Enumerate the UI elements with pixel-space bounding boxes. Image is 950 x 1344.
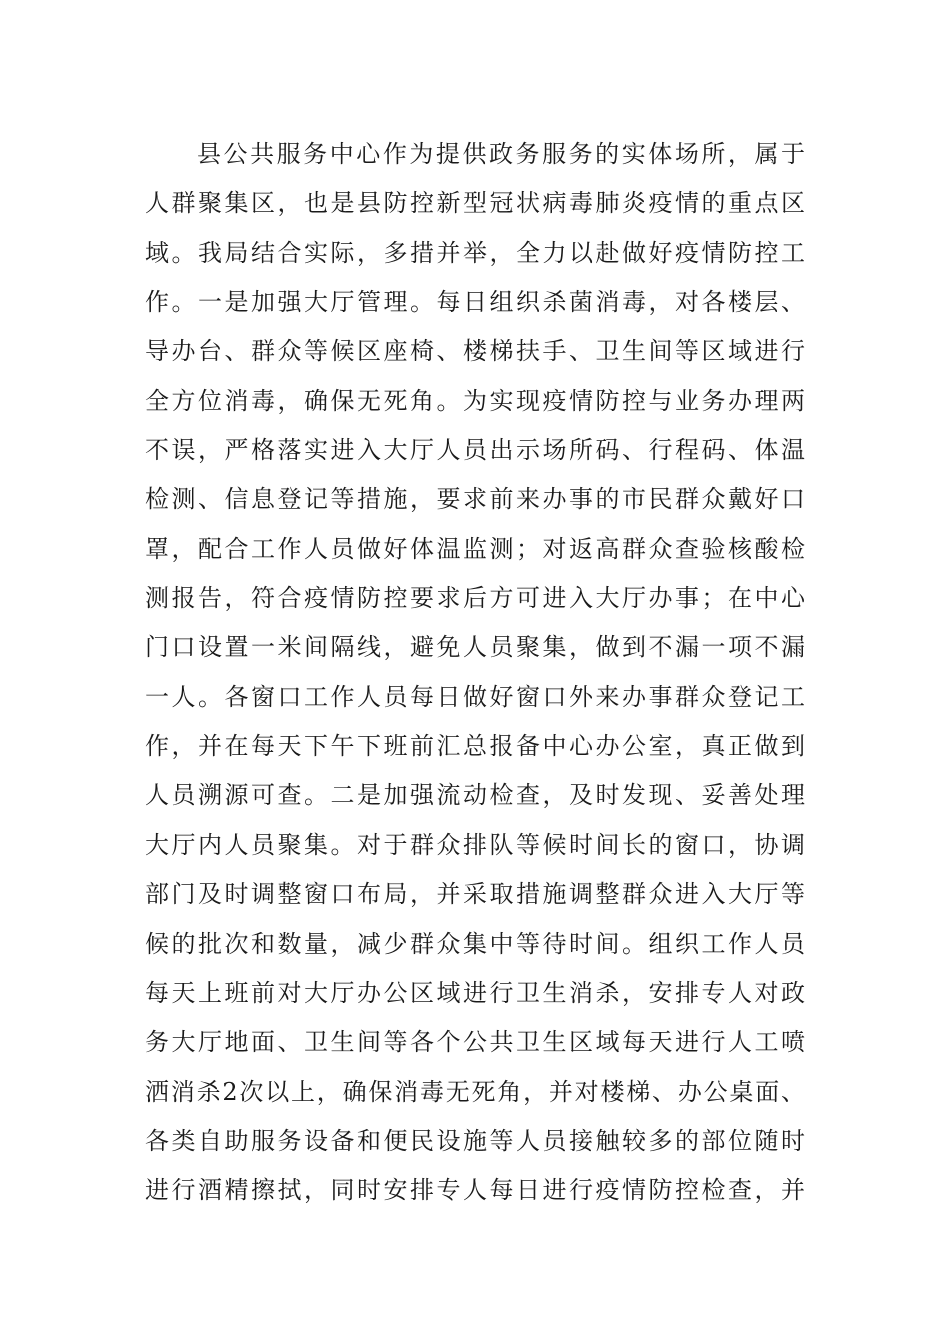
text-line: 进行酒精擦拭，同时安排专人每日进行疫情防控检查，并	[145, 1176, 805, 1205]
text-line: 罩，配合工作人员做好体温监测；对返高群众查验核酸检	[145, 534, 805, 563]
text-line: 大厅内人员聚集。对于群众排队等候时间长的窗口，协调	[145, 830, 805, 859]
text-line: 门口设置一米间隔线，避免人员聚集，做到不漏一项不漏	[145, 633, 805, 662]
text-line: 候的批次和数量，减少群众集中等待时间。组织工作人员	[145, 929, 805, 958]
text-line: 部门及时调整窗口布局，并采取措施调整群众进入大厅等	[145, 880, 805, 909]
text-line: 作，并在每天下午下班前汇总报备中心办公室，真正做到	[145, 732, 805, 761]
text-line: 人群聚集区，也是县防控新型冠状病毒肺炎疫情的重点区	[145, 189, 805, 218]
text-line: 作。一是加强大厅管理。每日组织杀菌消毒，对各楼层、	[145, 288, 805, 317]
text-line: 不误，严格落实进入大厅人员出示场所码、行程码、体温	[145, 436, 805, 465]
text-line: 测报告，符合疫情防控要求后方可进入大厅办事；在中心	[145, 584, 805, 613]
text-line: 一人。各窗口工作人员每日做好窗口外来办事群众登记工	[145, 682, 805, 711]
text-line: 全方位消毒，确保无死角。为实现疫情防控与业务办理两	[145, 386, 805, 415]
text-line: 导办台、群众等候区座椅、楼梯扶手、卫生间等区域进行	[145, 337, 805, 366]
text-line: 县公共服务中心作为提供政务服务的实体场所，属于	[197, 140, 805, 168]
text-line: 人员溯源可查。二是加强流动检查，及时发现、妥善处理	[145, 781, 805, 810]
text-line: 务大厅地面、卫生间等各个公共卫生区域每天进行人工喷	[145, 1028, 805, 1057]
text-line: 检测、信息登记等措施，要求前来办事的市民群众戴好口	[145, 485, 805, 514]
text-line: 各类自助服务设备和便民设施等人员接触较多的部位随时	[145, 1126, 805, 1155]
text-line: 每天上班前对大厅办公区域进行卫生消杀，安排专人对政	[145, 978, 805, 1007]
body-paragraph	[145, 130, 805, 1216]
text-line: 域。我局结合实际，多措并举，全力以赴做好疫情防控工	[145, 238, 805, 267]
text-line: 洒消杀2次以上，确保消毒无死角，并对楼梯、办公桌面、	[145, 1077, 805, 1106]
